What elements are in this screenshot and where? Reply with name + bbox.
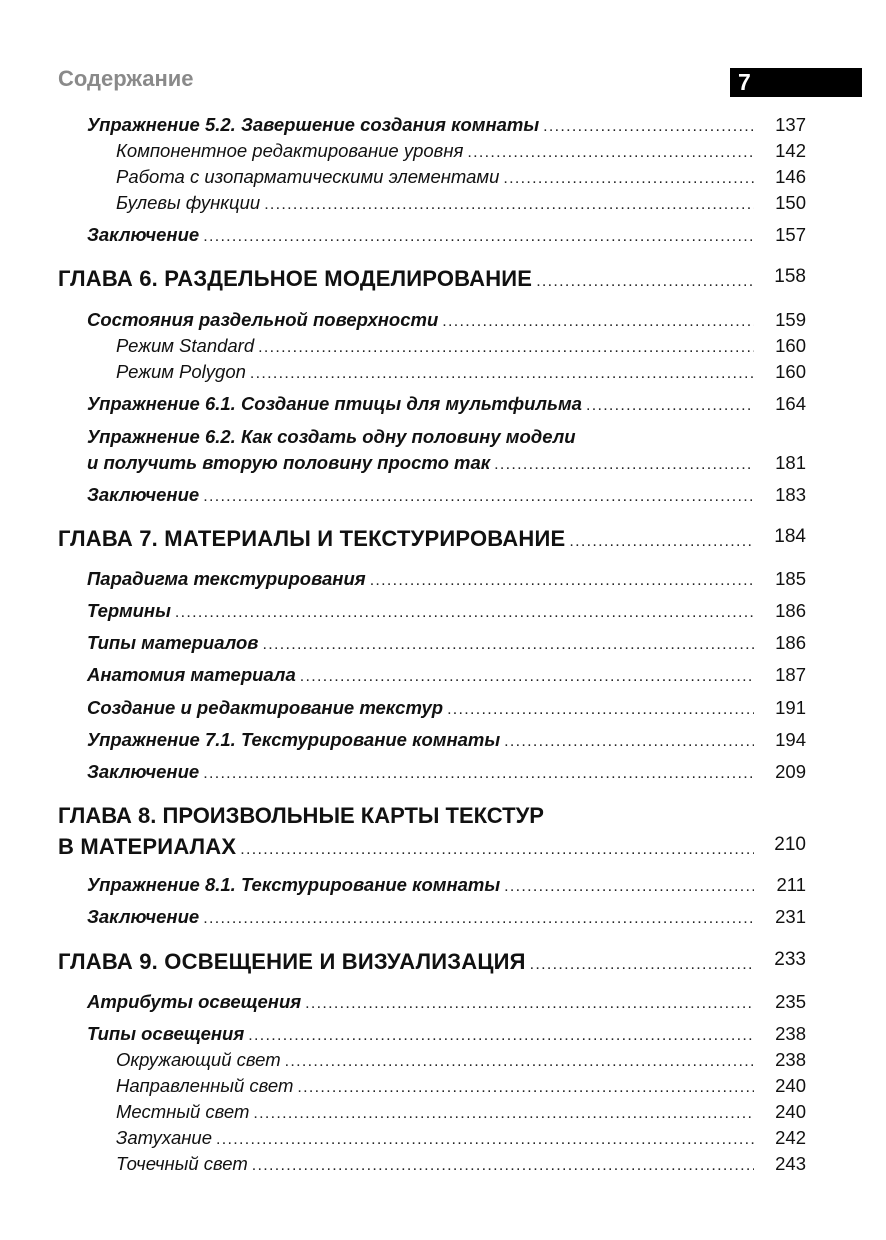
toc-entry-page-number: 191	[775, 697, 806, 718]
toc-entry-page-number: 235	[775, 991, 806, 1012]
dot-leader	[216, 1131, 754, 1149]
toc-entry-page-number: 238	[775, 1023, 806, 1044]
toc-entry-page-number: 240	[775, 1101, 806, 1122]
running-header-title: Содержание	[58, 66, 194, 91]
dot-leader	[264, 196, 754, 214]
dot-leader	[300, 668, 754, 686]
toc-entry-title: ГЛАВА 9. ОСВЕЩЕНИЕ И ВИЗУАЛИЗАЦИЯ	[58, 949, 526, 974]
dot-leader	[586, 397, 754, 415]
toc-entry-title-line1: ГЛАВА 8. ПРОИЗВОЛЬНЫЕ КАРТЫ ТЕКСТУР	[58, 803, 544, 828]
dot-leader	[258, 339, 754, 357]
toc-entry-title: Заключение	[87, 906, 200, 927]
dot-leader	[442, 313, 754, 331]
dot-leader	[203, 228, 754, 246]
dot-leader	[504, 733, 754, 751]
dot-leader	[203, 910, 754, 928]
dot-leader	[297, 1079, 754, 1097]
toc-entry-page-number: 159	[775, 309, 806, 330]
dot-leader	[252, 1157, 754, 1175]
toc-entry-page-number: 137	[775, 114, 806, 135]
toc-entry-title: Режим Polygon	[116, 361, 246, 382]
dot-leader	[536, 273, 754, 291]
toc-entry-title: Затухание	[116, 1127, 212, 1148]
toc-entry-title: Термины	[87, 600, 171, 621]
toc-entry-title: ГЛАВА 6. РАЗДЕЛЬНОЕ МОДЕЛИРОВАНИЕ	[58, 266, 533, 291]
toc-entry-title: Состояния раздельной поверхности	[87, 309, 439, 330]
toc-entry-title: Парадигма текстурирования	[87, 568, 366, 589]
toc-entry-page-number: 186	[775, 600, 806, 621]
toc-entry-page-number: 184	[774, 526, 806, 547]
toc-entry-page-number: 242	[775, 1127, 806, 1148]
toc-entry-title: Окружающий свет	[116, 1049, 281, 1070]
page-number: 7	[738, 69, 751, 95]
dot-leader	[262, 636, 754, 654]
dot-leader	[203, 765, 754, 783]
toc-entry-page-number: 187	[775, 664, 806, 685]
toc-entry-page-number: 150	[775, 192, 806, 213]
toc-entry-page-number: 233	[774, 949, 806, 970]
toc-entry-page-number: 157	[775, 224, 806, 245]
dot-leader	[504, 878, 754, 896]
toc-entry-title: Атрибуты освещения	[87, 991, 302, 1012]
toc-entry-title: и получить вторую половину просто так	[87, 452, 491, 473]
toc-entry-page-number: 238	[775, 1049, 806, 1070]
toc-entry-page-number: 194	[775, 729, 806, 750]
toc-entry-title: Упражнение 5.2. Завершение создания комнаты	[87, 114, 540, 135]
toc-entry-page-number: 183	[775, 484, 806, 505]
dot-leader	[543, 118, 754, 136]
toc-entry-title: Упражнение 6.1. Создание птицы для мультфильма	[87, 393, 582, 414]
toc-entry-page-number: 243	[775, 1153, 806, 1174]
dot-leader	[240, 841, 754, 859]
toc-entry-title: Точечный свет	[116, 1153, 248, 1174]
toc-entry-page-number: 210	[774, 834, 806, 855]
dot-leader	[370, 572, 754, 590]
toc-entry-title: Компонентное редактирование уровня	[116, 140, 464, 161]
dot-leader	[530, 956, 754, 974]
dot-leader	[175, 604, 754, 622]
toc-entry-title: Направленный свет	[116, 1075, 294, 1096]
toc-entry-page-number: 240	[775, 1075, 806, 1096]
toc-entry-page-number: 231	[775, 906, 806, 927]
toc-entry-title: Заключение	[87, 484, 200, 505]
toc-entry-title: Местный свет	[116, 1101, 250, 1122]
dot-leader	[494, 456, 754, 474]
toc-entry-title: ГЛАВА 7. МАТЕРИАЛЫ И ТЕКСТУРИРОВАНИЕ	[58, 526, 566, 551]
toc-entry-title: Булевы функции	[116, 192, 261, 213]
dot-leader	[250, 365, 754, 383]
toc-entry-title: В МАТЕРИАЛАХ	[58, 834, 237, 859]
dot-leader	[203, 488, 754, 506]
toc-entry-page-number: 160	[775, 335, 806, 356]
toc-entry-title: Анатомия материала	[87, 664, 296, 685]
toc-entry-title: Создание и редактирование текстур	[87, 697, 444, 718]
toc-entry-page-number: 211	[776, 874, 806, 895]
toc-entry-page-number: 186	[775, 632, 806, 653]
toc-entry-title: Упражнение 8.1. Текстурирование комнаты	[87, 874, 501, 895]
toc-entry-title: Заключение	[87, 761, 200, 782]
toc-entry-page-number: 160	[775, 361, 806, 382]
dot-leader	[285, 1053, 754, 1071]
toc-entry-title: Типы материалов	[87, 632, 259, 653]
toc-entry-page-number: 158	[774, 266, 806, 287]
toc-entry-title-line1: Упражнение 6.2. Как создать одну половину модели	[87, 426, 576, 447]
dot-leader	[447, 701, 754, 719]
dot-leader	[503, 170, 754, 188]
dot-leader	[467, 144, 754, 162]
dot-leader	[248, 1027, 754, 1045]
toc-entry-title: Работа с изопарматическими элементами	[116, 166, 500, 187]
toc-entry-page-number: 181	[775, 452, 806, 473]
toc-entry-title: Режим Standard	[116, 335, 255, 356]
toc-entry-page-number: 164	[775, 393, 806, 414]
toc-entry-page-number: 142	[775, 140, 806, 161]
toc-entry-page-number: 185	[775, 568, 806, 589]
toc-entry-title: Заключение	[87, 224, 200, 245]
toc-entry-page-number: 146	[775, 166, 806, 187]
dot-leader	[569, 533, 754, 551]
dot-leader	[253, 1105, 754, 1123]
toc-entry-title: Упражнение 7.1. Текстурирование комнаты	[87, 729, 501, 750]
toc-entry-title: Типы освещения	[87, 1023, 245, 1044]
toc-entry-page-number: 209	[775, 761, 806, 782]
dot-leader	[305, 995, 754, 1013]
